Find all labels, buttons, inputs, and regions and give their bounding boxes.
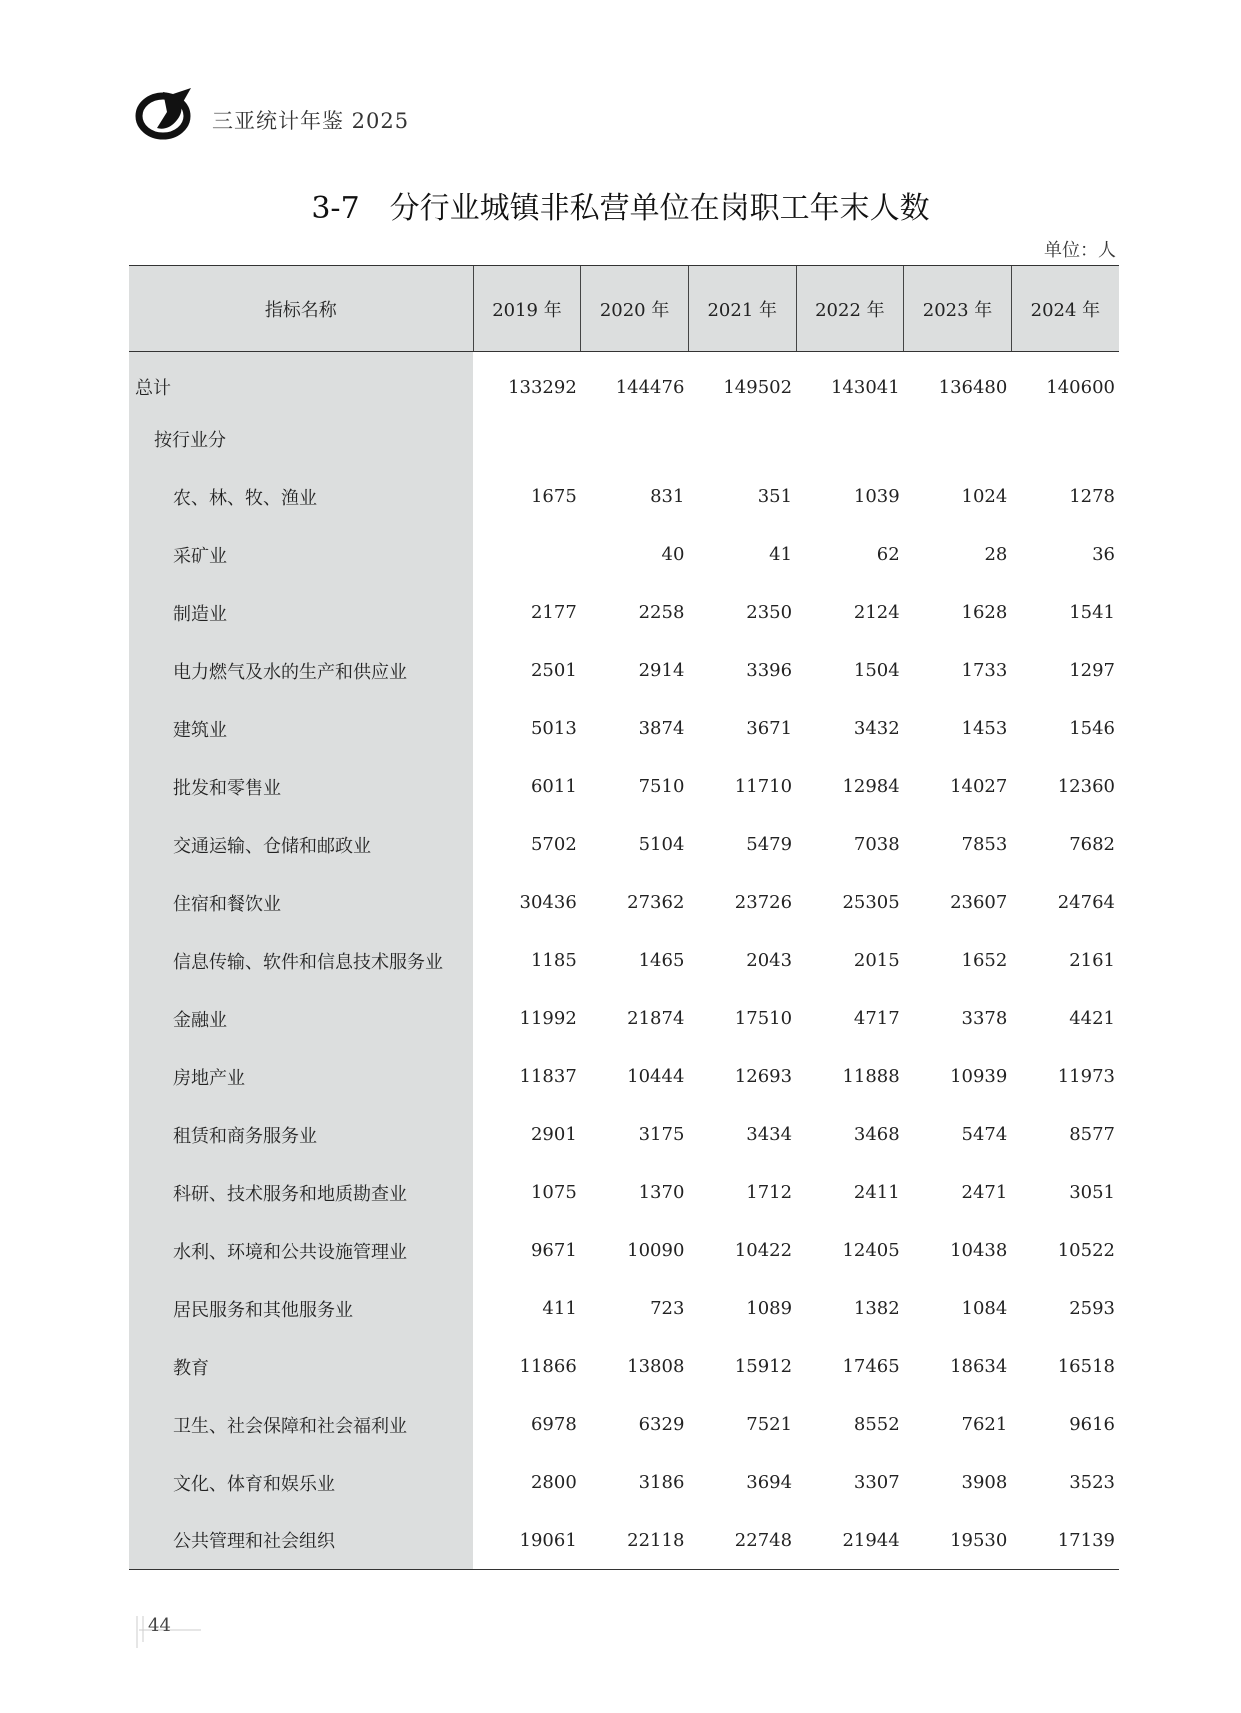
table-cell: 1089 [746, 1298, 793, 1319]
table-row [129, 410, 1119, 468]
table-cell: 27362 [627, 892, 685, 913]
table-cell: 411 [542, 1298, 577, 1319]
column-header: 指标名称 [129, 266, 473, 352]
row-label: 批发和零售业 [129, 758, 473, 816]
table-row [129, 642, 1119, 700]
table-cell: 1024 [961, 486, 1008, 507]
table-cell: 12360 [1057, 776, 1115, 797]
table-cell: 6329 [638, 1414, 685, 1435]
row-label: 建筑业 [129, 700, 473, 758]
table-cell: 9616 [1069, 1414, 1115, 1435]
table-cell: 10522 [1057, 1240, 1115, 1261]
table-cell: 5474 [961, 1124, 1008, 1145]
table-cell: 10090 [627, 1240, 685, 1261]
table-cell: 3186 [638, 1472, 685, 1493]
table-cell: 1075 [530, 1182, 577, 1203]
book-title: 三亚统计年鉴 2025 [212, 109, 410, 133]
table-cell: 723 [650, 1298, 685, 1319]
table-cell: 18634 [950, 1356, 1008, 1377]
table-cell: 19530 [904, 1512, 1012, 1570]
table-header-row [129, 266, 1119, 352]
table-cell: 11888 [842, 1066, 900, 1087]
table-cell: 2124 [853, 602, 900, 623]
table-row [129, 352, 1119, 410]
table-cell: 1039 [853, 486, 900, 507]
table-cell: 19061 [473, 1512, 581, 1570]
table-cell: 1297 [1069, 660, 1115, 681]
table-cell: 3432 [853, 718, 900, 739]
row-label: 按行业分 [129, 410, 473, 468]
table-cell: 136480 [938, 376, 1008, 398]
table-row [129, 874, 1119, 932]
table-cell: 3908 [961, 1472, 1008, 1493]
table-cell: 1278 [1069, 486, 1115, 507]
table-cell: 7510 [638, 776, 685, 797]
row-label: 水利、环境和公共设施管理业 [129, 1222, 473, 1280]
table-cell: 3396 [746, 660, 793, 681]
table-cell [1011, 410, 1119, 468]
table-row [129, 1106, 1119, 1164]
table-cell: 12984 [842, 776, 900, 797]
table-row [129, 1048, 1119, 1106]
table-cell: 351 [757, 486, 793, 507]
row-label: 租赁和商务服务业 [129, 1106, 473, 1164]
table-cell: 7853 [961, 834, 1008, 855]
table-cell: 25305 [842, 892, 900, 913]
table-cell: 2043 [746, 950, 793, 971]
table-cell [581, 410, 689, 468]
table-cell: 14027 [950, 776, 1008, 797]
table-cell: 36 [1092, 544, 1115, 565]
column-header: 2024 年 [1011, 266, 1119, 352]
table-cell: 7038 [853, 834, 900, 855]
table-row [129, 758, 1119, 816]
data-table-container [129, 265, 1119, 1570]
table-cell: 4421 [1069, 1008, 1115, 1029]
table-cell: 17139 [1011, 1512, 1119, 1570]
table-cell: 9671 [530, 1240, 577, 1261]
table-cell: 15912 [734, 1356, 793, 1377]
table-cell: 1541 [1069, 602, 1115, 623]
table-cell: 10422 [734, 1240, 793, 1261]
table-cell: 10444 [627, 1066, 685, 1087]
table-cell [904, 410, 1012, 468]
table-cell: 17465 [842, 1356, 900, 1377]
table-cell: 2015 [853, 950, 900, 971]
column-header: 2022 年 [796, 266, 904, 352]
row-label: 居民服务和其他服务业 [129, 1280, 473, 1338]
unit-label: 单位：人 [1044, 240, 1116, 261]
table-cell: 10939 [950, 1066, 1008, 1087]
table-title-text: 分行业城镇非私营单位在岗职工年末人数 [389, 191, 930, 226]
table-cell: 2914 [638, 660, 685, 681]
table-cell: 7682 [1069, 834, 1115, 855]
table-cell: 13808 [627, 1356, 685, 1377]
table-cell: 1465 [638, 950, 685, 971]
table-title [0, 183, 1241, 227]
table-row [129, 1512, 1119, 1570]
column-header: 2021 年 [688, 266, 796, 352]
table-cell: 12405 [842, 1240, 900, 1261]
row-label: 采矿业 [129, 526, 473, 584]
table-row [129, 1164, 1119, 1222]
table-cell: 2177 [530, 602, 577, 623]
data-table [129, 265, 1119, 1570]
table-row [129, 700, 1119, 758]
row-label: 总计 [129, 352, 473, 410]
table-cell [688, 410, 796, 468]
table-cell: 2411 [853, 1182, 900, 1203]
table-cell: 8552 [853, 1414, 900, 1435]
table-cell: 2800 [530, 1472, 577, 1493]
table-cell: 1628 [961, 602, 1008, 623]
table-cell: 3378 [961, 1008, 1008, 1029]
row-label: 电力燃气及水的生产和供应业 [129, 642, 473, 700]
table-row [129, 816, 1119, 874]
table-cell: 1733 [961, 660, 1008, 681]
row-label: 制造业 [129, 584, 473, 642]
row-label: 信息传输、软件和信息技术服务业 [129, 932, 473, 990]
table-row [129, 1396, 1119, 1454]
table-cell: 28 [984, 544, 1008, 565]
table-cell: 1546 [1069, 718, 1115, 739]
table-row [129, 468, 1119, 526]
table-cell: 133292 [508, 376, 577, 398]
table-cell: 21944 [796, 1512, 904, 1570]
table-cell: 11710 [734, 776, 793, 797]
table-cell: 3874 [638, 718, 685, 739]
table-cell: 1675 [530, 486, 577, 507]
table-cell: 2161 [1069, 950, 1115, 971]
table-cell: 5479 [746, 834, 793, 855]
table-cell: 3468 [853, 1124, 900, 1145]
table-cell: 11837 [519, 1066, 577, 1087]
table-cell: 3671 [746, 718, 793, 739]
table-cell: 1453 [961, 718, 1008, 739]
table-cell: 23607 [950, 892, 1008, 913]
table-cell: 41 [769, 544, 793, 565]
table-cell: 5104 [638, 834, 685, 855]
table-cell: 7621 [961, 1414, 1008, 1435]
table-cell: 1652 [961, 950, 1008, 971]
table-cell: 62 [876, 544, 900, 565]
table-cell: 144476 [615, 376, 685, 398]
table-cell: 3307 [853, 1472, 900, 1493]
table-cell: 30436 [519, 892, 577, 913]
table-cell: 11866 [519, 1356, 577, 1377]
table-row [129, 990, 1119, 1048]
table-cell: 3434 [746, 1124, 793, 1145]
table-row [129, 932, 1119, 990]
table-cell: 3051 [1069, 1182, 1115, 1203]
yearbook-logo-icon [133, 86, 199, 142]
table-cell: 16518 [1057, 1356, 1115, 1377]
row-label: 房地产业 [129, 1048, 473, 1106]
table-number: 3-7 [311, 191, 360, 226]
table-row [129, 526, 1119, 584]
table-cell: 4717 [853, 1008, 900, 1029]
table-cell: 149502 [723, 376, 793, 398]
table-cell: 140600 [1046, 376, 1115, 398]
table-cell: 5702 [530, 834, 577, 855]
table-cell: 3694 [746, 1472, 793, 1493]
row-label: 教育 [129, 1338, 473, 1396]
table-cell: 1185 [530, 950, 577, 971]
table-cell: 1382 [853, 1298, 900, 1319]
table-row [129, 584, 1119, 642]
table-row [129, 1222, 1119, 1280]
table-cell [473, 526, 581, 584]
row-label: 卫生、社会保障和社会福利业 [129, 1396, 473, 1454]
table-cell: 40 [661, 544, 685, 565]
table-cell: 1712 [746, 1182, 793, 1203]
column-header: 2019 年 [473, 266, 581, 352]
page-number: 44 [148, 1615, 171, 1636]
table-cell: 10438 [950, 1240, 1008, 1261]
table-cell: 8577 [1069, 1124, 1115, 1145]
row-label: 农、林、牧、渔业 [129, 468, 473, 526]
table-cell: 21874 [627, 1008, 685, 1029]
row-label: 交通运输、仓储和邮政业 [129, 816, 473, 874]
table-row [129, 1280, 1119, 1338]
column-header: 2023 年 [904, 266, 1012, 352]
table-cell: 2901 [530, 1124, 577, 1145]
column-header: 2020 年 [581, 266, 689, 352]
row-label: 住宿和餐饮业 [129, 874, 473, 932]
table-cell: 23726 [734, 892, 793, 913]
table-cell: 11973 [1057, 1066, 1115, 1087]
table-cell: 3523 [1069, 1472, 1115, 1493]
table-cell [473, 410, 581, 468]
table-cell: 22748 [688, 1512, 796, 1570]
table-cell: 22118 [581, 1512, 689, 1570]
row-label: 文化、体育和娱乐业 [129, 1454, 473, 1512]
table-cell: 11992 [519, 1008, 577, 1029]
table-cell: 7521 [746, 1414, 793, 1435]
table-cell: 2501 [530, 660, 577, 681]
table-cell: 24764 [1057, 892, 1115, 913]
table-cell: 1084 [961, 1298, 1008, 1319]
table-cell: 6011 [530, 776, 577, 797]
table-cell: 2471 [961, 1182, 1008, 1203]
table-cell: 143041 [830, 376, 900, 398]
table-cell: 5013 [530, 718, 577, 739]
row-label: 科研、技术服务和地质勘查业 [129, 1164, 473, 1222]
row-label: 金融业 [129, 990, 473, 1048]
table-cell: 1504 [853, 660, 900, 681]
table-cell [796, 410, 904, 468]
row-label: 公共管理和社会组织 [129, 1512, 473, 1570]
table-cell: 2258 [638, 602, 685, 623]
table-row [129, 1454, 1119, 1512]
table-row [129, 1338, 1119, 1396]
table-cell: 17510 [734, 1008, 793, 1029]
table-cell: 2593 [1069, 1298, 1115, 1319]
table-cell: 6978 [530, 1414, 577, 1435]
table-cell: 1370 [638, 1182, 685, 1203]
table-cell: 3175 [638, 1124, 685, 1145]
table-cell: 2350 [746, 602, 793, 623]
table-cell: 831 [650, 486, 685, 507]
table-cell: 12693 [734, 1066, 793, 1087]
